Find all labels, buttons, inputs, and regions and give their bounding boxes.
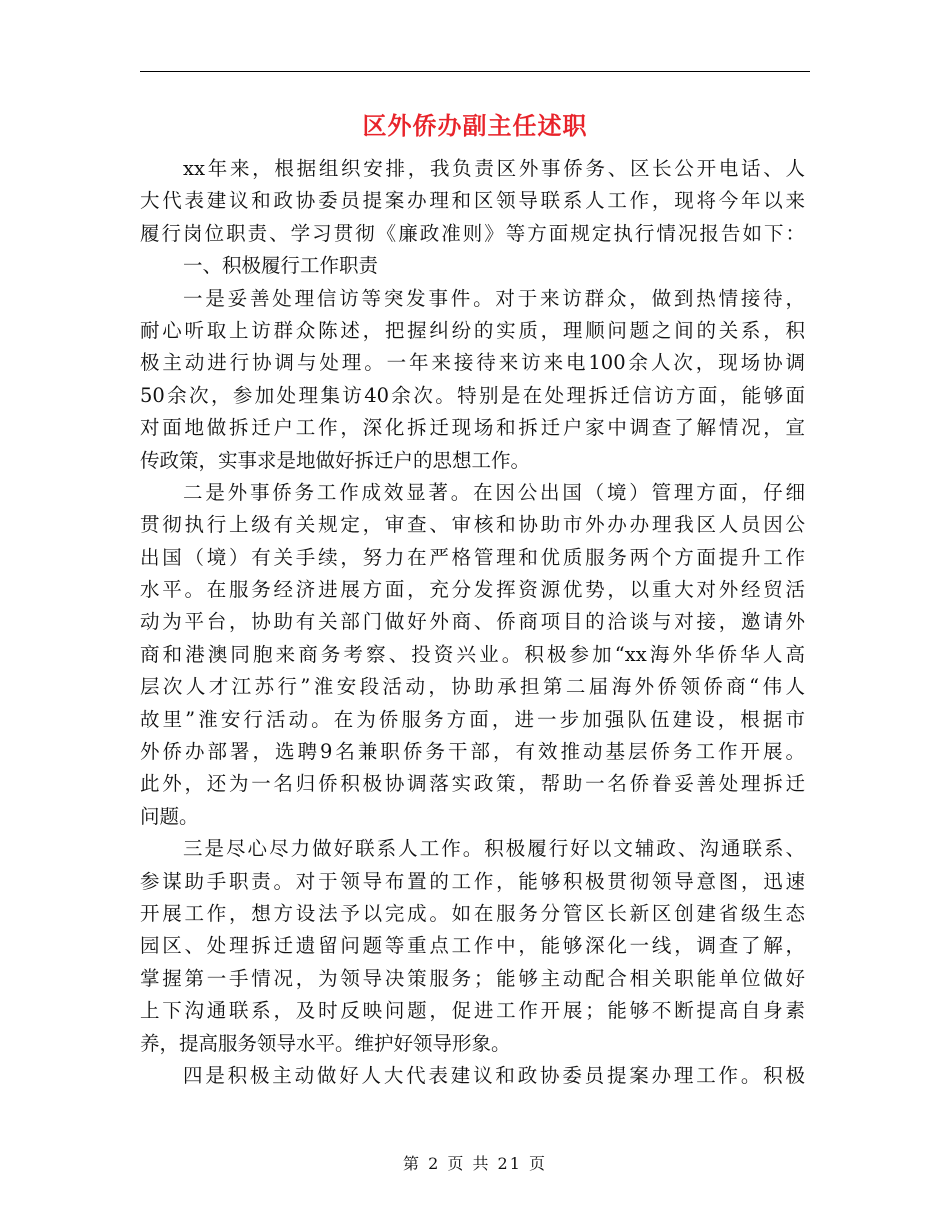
paragraph-first-line: 一是妥善处理信访等突发事件。对于来访群众，做到热情接待， — [183, 286, 805, 310]
paragraph-first-line: 四是积极主动做好人大代表建议和政协委员提案办理工作。积极 — [183, 1063, 805, 1087]
paragraph-line: 动为平台，协助有关部门做好外商、侨商项目的洽谈与对接，邀请外 — [140, 610, 805, 634]
paragraph-line: 开展工作，想方设法予以完成。如在服务分管区长新区创建省级生态 — [140, 901, 805, 925]
paragraph-line: 50余次，参加处理集访40余次。特别是在处理拆迁信访方面，能够面 — [140, 383, 805, 407]
paragraph-line: 园区、处理拆迁遗留问题等重点工作中，能够深化一线，调查了解， — [140, 934, 805, 958]
paragraph-line: 外侨办部署，选聘9名兼职侨务干部，有效推动基层侨务工作开展。 — [140, 740, 805, 764]
paragraph-line: 极主动进行协调与处理。一年来接待来访来电100余人次，现场协调 — [140, 351, 805, 375]
paragraph-line: 对面地做拆迁户工作，深化拆迁现场和拆迁户家中调查了解情况，宣 — [140, 416, 805, 440]
paragraph-line: 大代表建议和政协委员提案办理和区领导联系人工作，现将今年以来 — [140, 189, 805, 213]
document-body — [140, 153, 805, 1092]
paragraph-line: 上下沟通联系，及时反映问题，促进工作开展；能够不断提高自身素 — [140, 999, 805, 1023]
header-rule — [140, 71, 810, 72]
paragraph-line: 传政策，实事求是地做好拆迁户的思想工作。 — [140, 448, 531, 472]
paragraph-line: 层次人才江苏行”淮安段活动，协助承担第二届海外侨领侨商“伟人 — [140, 675, 805, 699]
paragraph-line: 商和港澳同胞来商务考察、投资兴业。积极参加“xx海外华侨华人高 — [140, 642, 805, 666]
page-number: 第 2 页 共 21 页 — [403, 1154, 547, 1173]
paragraph-line: 养，提高服务领导水平。维护好领导形象。 — [140, 1031, 511, 1055]
paragraph-line: 贯彻执行上级有关规定，审查、审核和协助市外办办理我区人员因公 — [140, 513, 805, 537]
paragraph-line: 故里”淮安行活动。在为侨服务方面，进一步加强队伍建设，根据市 — [140, 707, 805, 731]
paragraph-line: 水平。在服务经济进展方面，充分发挥资源优势，以重大对外经贸活 — [140, 578, 805, 602]
paragraph-line: 掌握第一手情况，为领导决策服务；能够主动配合相关职能单位做好 — [140, 966, 805, 990]
document-title: 区外侨办副主任述职 — [362, 111, 588, 140]
paragraph-line: 履行岗位职责、学习贯彻《廉政准则》等方面规定执行情况报告如下： — [140, 221, 805, 245]
paragraph-line: 耐心听取上访群众陈述，把握纠纷的实质，理顺问题之间的关系，积 — [140, 318, 805, 342]
paragraph-line: 出国（境）有关手续，努力在严格管理和优质服务两个方面提升工作 — [140, 545, 805, 569]
paragraph-first-line: 一、积极履行工作职责 — [183, 254, 379, 278]
paragraph-line: 问题。 — [140, 804, 199, 828]
paragraph-first-line: 三是尽心尽力做好联系人工作。积极履行好以文辅政、沟通联系、 — [183, 837, 805, 861]
paragraph-first-line: 二是外事侨务工作成效显著。在因公出国（境）管理方面，仔细 — [183, 480, 805, 504]
paragraph-line: 参谋助手职责。对于领导布置的工作，能够积极贯彻领导意图，迅速 — [140, 869, 805, 893]
paragraph-first-line: xx年来，根据组织安排，我负责区外事侨务、区长公开电话、人 — [183, 157, 805, 180]
paragraph-line: 此外，还为一名归侨积极协调落实政策，帮助一名侨眷妥善处理拆迁 — [140, 772, 805, 796]
